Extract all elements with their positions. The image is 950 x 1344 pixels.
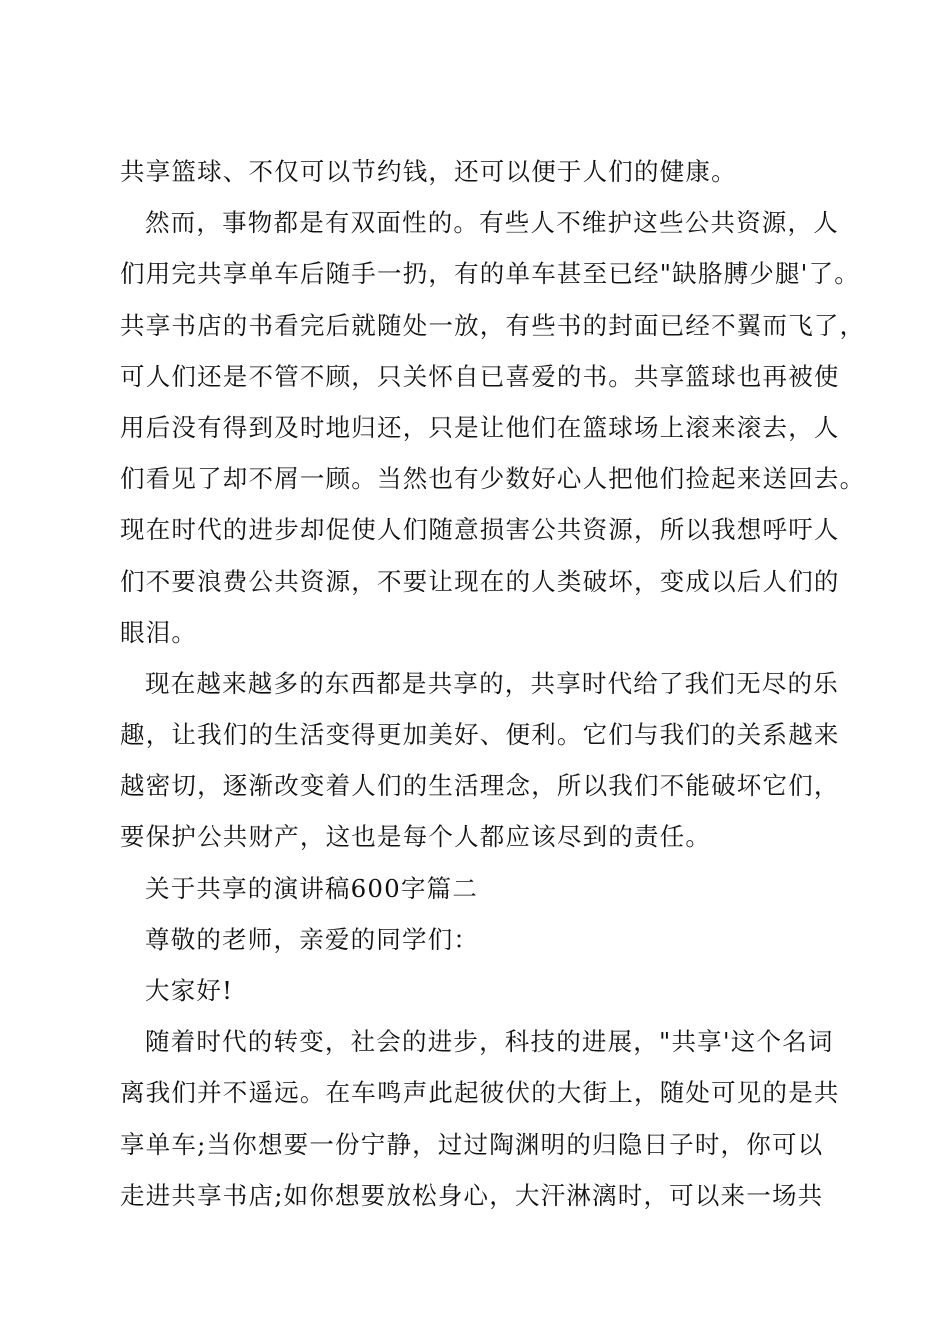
document-body <box>120 146 866 1221</box>
salutation: 尊敬的老师，亲爱的同学们： <box>145 924 480 954</box>
text-line: 走进共享书店;如你想要放松身心，大汗淋漓时，可以来一场共 <box>120 1180 824 1210</box>
text-line: 共享书店的书看完后就随处一放，有些书的封面已经不翼而飞了， <box>120 310 866 340</box>
text-line: 们看见了却不屑一顾。当然也有少数好心人把他们捡起来送回去。 <box>120 464 866 494</box>
text-line: 要保护公共财产，这也是每个人都应该尽到的责任。 <box>120 822 712 852</box>
text-line: 离我们并不遥远。在车鸣声此起彼伏的大街上，随处可见的是共 <box>120 1078 840 1108</box>
text-line: 可人们还是不管不顾，只关怀自已喜爱的书。共享篮球也再被使 <box>120 361 840 391</box>
text-line: 用后没有得到及时地归还，只是让他们在篮球场上滚来滚去，人 <box>120 412 840 442</box>
text-line: 共享篮球、不仅可以节约钱，还可以便于人们的健康。 <box>120 157 737 186</box>
text-line: 们用完共享单车后随手一扔，有的单车甚至已经"缺胳膊少腿'了。 <box>120 259 861 289</box>
text-line: 眼泪。 <box>120 617 198 647</box>
text-line: 随着时代的转变，社会的进步，科技的进展，"共享'这个名词 <box>145 1027 834 1057</box>
text-line: 然而，事物都是有双面性的。有些人不维护这些公共资源，人 <box>145 208 839 238</box>
greeting: 大家好! <box>145 976 234 1005</box>
text-line: 趣，让我们的生活变得更加美好、便利。它们与我们的关系越来 <box>120 720 840 750</box>
text-line: 现在时代的进步却促使人们随意损害公共资源，所以我想呼吁人 <box>120 515 840 545</box>
text-line: 们不要浪费公共资源，不要让现在的人类破坏，变成以后人们的 <box>120 566 840 596</box>
section-heading: 关于共享的演讲稿600字篇二 <box>145 873 479 903</box>
text-line: 越密切，逐渐改变着人们的生活理念，所以我们不能破坏它们， <box>120 771 840 801</box>
text-line: 现在越来越多的东西都是共享的，共享时代给了我们无尽的乐 <box>145 668 839 698</box>
text-line: 享单车;当你想要一份宁静，过过陶渊明的归隐日子时，你可以 <box>120 1129 824 1159</box>
